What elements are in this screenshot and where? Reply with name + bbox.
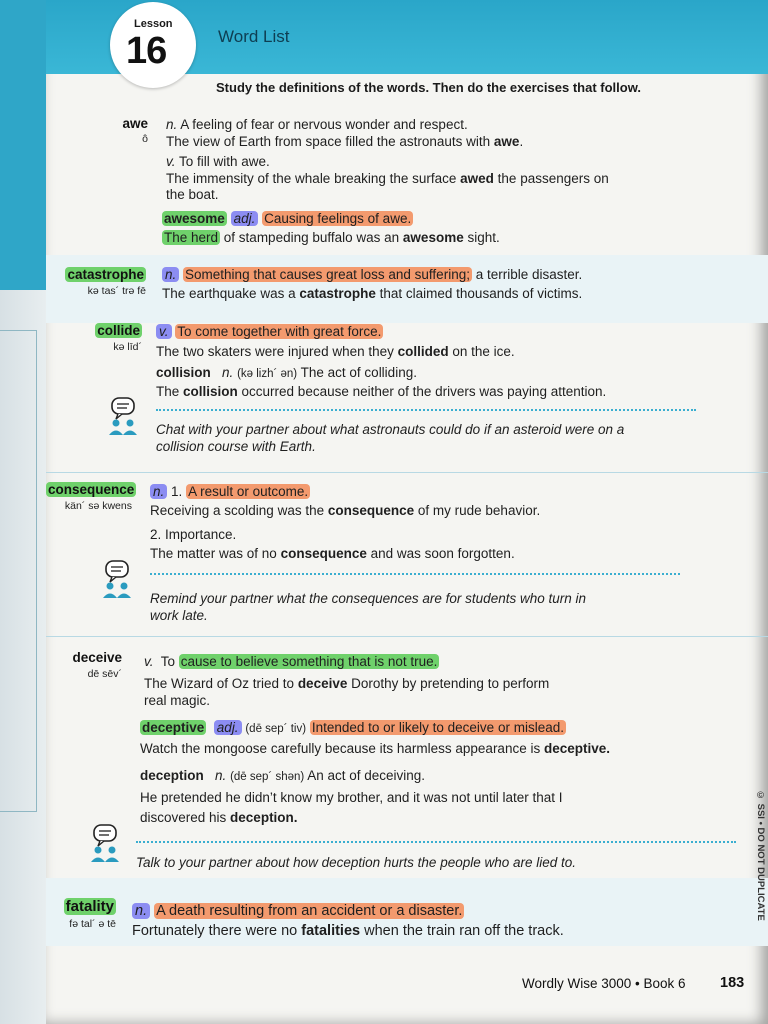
pron-collide: kə līd´: [113, 341, 142, 353]
dotted-divider: [156, 409, 696, 411]
awe-def2: v. To fill with awe.: [166, 154, 270, 169]
left-page-box: [0, 330, 37, 812]
consequence-chat-line1: Remind your partner what the consequences are for students who turn in: [150, 591, 586, 606]
partner-chat-icon: [106, 397, 140, 437]
deception-entry: deception n. (dē sep´ shən) An act of deceiving.: [140, 768, 426, 783]
headword-collide: collide: [97, 323, 140, 338]
deceive-def: v. To cause to believe something that is not true.: [144, 654, 438, 669]
consequence-chat-line2: work late.: [150, 608, 208, 623]
headword-consequence: consequence: [48, 482, 135, 497]
awe-example1: The view of Earth from space filled the astronauts with awe.: [166, 134, 524, 149]
collide-example: The two skaters were injured when they collided on the ice.: [156, 344, 515, 359]
instructions: Study the definitions of the words. Then do the exercises that follow.: [216, 80, 641, 95]
partner-chat-icon: [100, 560, 134, 600]
headword-deceive: deceive: [72, 650, 122, 665]
partner-chat-icon: [88, 824, 122, 864]
collide-chat-line2: collision course with Earth.: [156, 439, 316, 454]
awesome-example: The herd of stampeding buffalo was an awesome sight.: [164, 230, 500, 245]
lesson-number: 16: [126, 30, 167, 72]
pron-consequence: kän´ sə kwens: [64, 500, 132, 512]
left-page-tab: [0, 0, 52, 290]
awe-def1: n. A feeling of fear or nervous wonder and respect.: [166, 117, 468, 132]
headword-awe: awe: [122, 116, 148, 131]
awe-example2-cont: the boat.: [166, 187, 219, 202]
pron-awe: ô: [142, 133, 148, 145]
catastrophe-def: n. Something that causes great loss and suffering; a terrible disaster.: [162, 266, 582, 283]
fatality-def: n. A death resulting from an accident or a disaster.: [132, 903, 464, 920]
footer-book: Wordly Wise 3000 • Book 6: [522, 976, 686, 991]
fatality-example: Fortunately there were no fatalities when the train ran off the track.: [132, 923, 564, 939]
deceptive-example: Watch the mongoose carefully because its harmless appearance is deceptive.: [140, 741, 610, 756]
awesome-entry: awesome adj. Causing feelings of awe.: [164, 211, 412, 226]
headword-catastrophe: catastrophe: [67, 267, 144, 282]
deceive-example: The Wizard of Oz tried to deceive Dorothy by pretending to perform: [144, 676, 550, 691]
awe-example2: The immensity of the whale breaking the surface awed the passengers on: [166, 171, 609, 186]
consequence-example2: The matter was of no consequence and was soon forgotten.: [150, 546, 515, 561]
page-number: 183: [720, 975, 745, 991]
dotted-divider: [136, 841, 736, 843]
dotted-divider: [150, 573, 680, 575]
collision-example: The collision occurred because neither of the drivers was paying attention.: [156, 384, 607, 399]
pron-deceive: dē sēv´: [87, 668, 122, 680]
collision-entry: collision n. (kə lizh´ ən) The act of colliding.: [156, 365, 417, 380]
lesson-label: Lesson: [134, 18, 173, 30]
deceive-chat: Talk to your partner about how deception hurts the people who are lied to.: [136, 855, 577, 870]
deception-example-line1: He pretended he didn’t know my brother, and it was not until later that I: [140, 790, 563, 805]
consequence-def2: 2. Importance.: [150, 527, 237, 542]
collide-def: v. To come together with great force.: [156, 323, 383, 340]
section-divider: [46, 472, 768, 473]
consequence-def1: n. 1. A result or outcome.: [150, 483, 310, 500]
catastrophe-example: The earthquake was a catastrophe that claimed thousands of victims.: [162, 286, 583, 301]
book-page: [46, 0, 768, 1024]
section-divider: [46, 636, 768, 637]
deceive-example-cont: real magic.: [144, 693, 211, 708]
pron-fatality: fə tal´ ə tē: [69, 918, 116, 930]
deceptive-entry: deceptive adj. (dē sep´ tiv) Intended to or likely to deceive or mislead.: [142, 720, 564, 735]
consequence-example1: Receiving a scolding was the consequence of my rude behavior.: [150, 503, 541, 518]
page-title: Word List: [218, 27, 290, 46]
headword-fatality: fatality: [65, 898, 114, 915]
collide-chat-line1: Chat with your partner about what astronauts could do if an asteroid were on a: [156, 422, 625, 437]
deception-example-line2: discovered his deception.: [140, 810, 298, 825]
pron-catastrophe: kə tas´ trə fē: [87, 285, 146, 297]
copyright-notice: © SSI • DO NOT DUPLICATE: [755, 790, 766, 921]
